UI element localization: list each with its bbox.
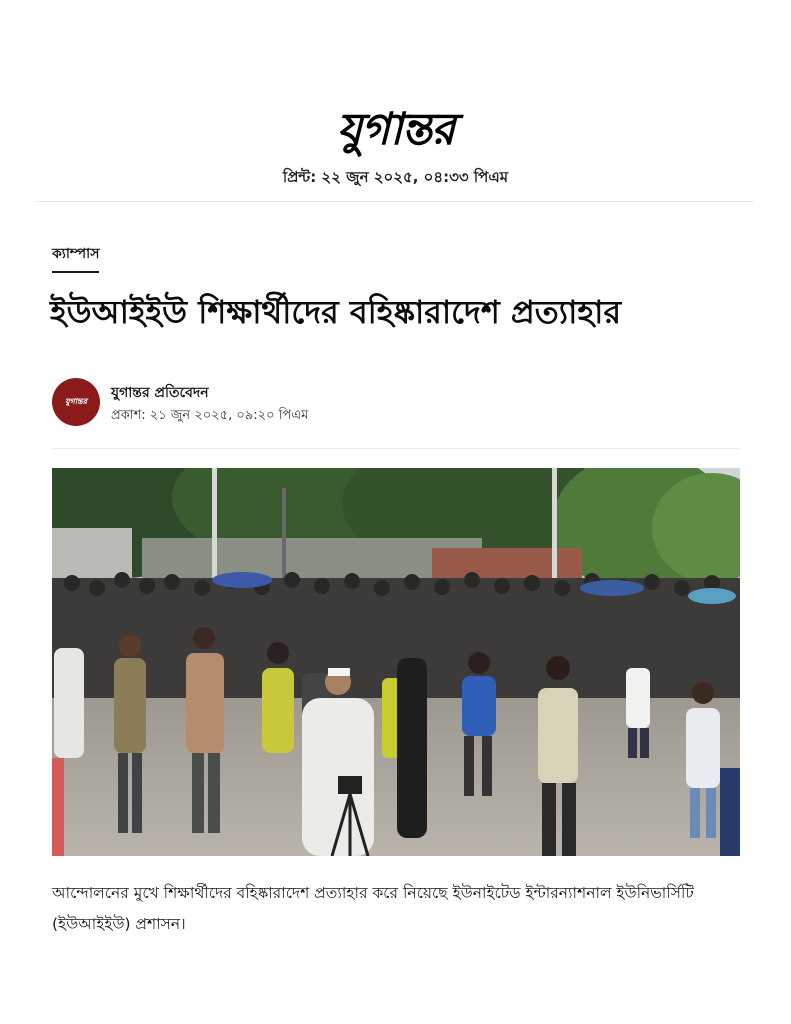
photo-caption: আন্দোলনের মুখে শিক্ষার্থীদের বহিষ্কারাদেশ প্রত্যাহার করে নিয়েছে ইউনাইটেড ইন্টারন্যাশনাল ইউনিভার্সিটি (ইউআইইউ) প্রশাসন। xyxy=(52,884,694,933)
meta-divider xyxy=(52,448,740,449)
header-divider xyxy=(37,201,754,202)
author-name[interactable]: যুগান্তর প্রতিবেদন xyxy=(111,385,209,401)
publish-date: প্রকাশ: ২১ জুন ২০২৫, ০৯:২০ পিএম xyxy=(111,408,309,423)
category-link[interactable]: ক্যাম্পাস xyxy=(52,242,99,273)
author-avatar xyxy=(52,378,100,426)
print-date: প্রিন্ট: ২২ জুন ২০২৫, ০৪:৩৩ পিএম xyxy=(282,168,509,186)
avatar-logo-text: যুগান্তর xyxy=(64,395,88,406)
news-photo-icon xyxy=(52,468,740,856)
article-headline: ইউআইইউ শিক্ষার্থীদের বহিষ্কারাদেশ প্রত্যাহার xyxy=(50,293,622,331)
article-photo xyxy=(52,468,740,856)
site-logo[interactable]: যুগান্তর xyxy=(336,104,455,155)
